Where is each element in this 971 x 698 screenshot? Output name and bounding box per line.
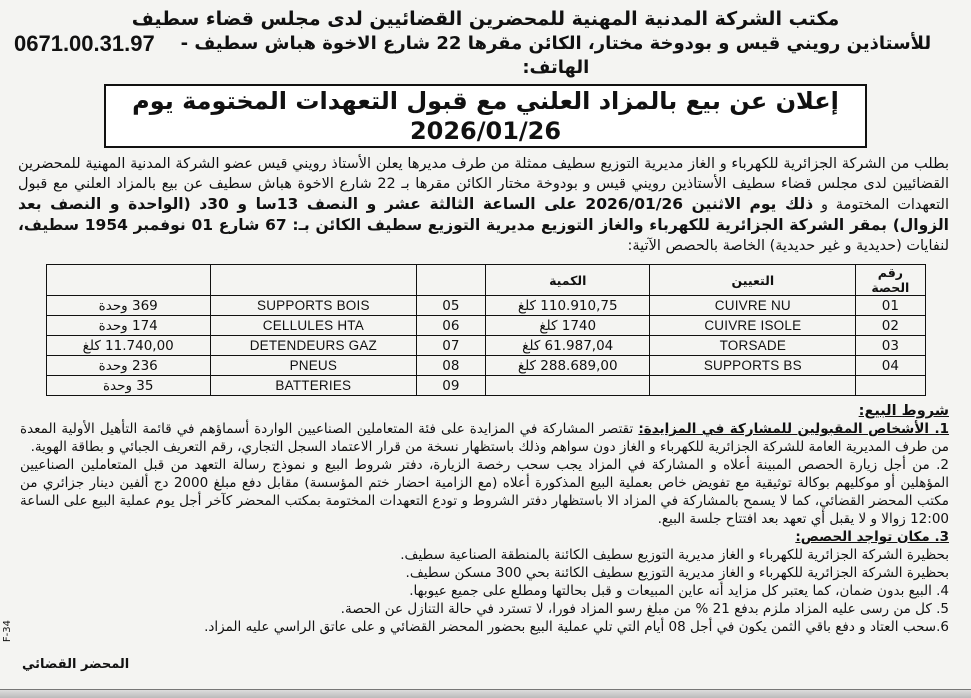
office-phone: 0671.00.31.97 bbox=[14, 31, 155, 56]
lot-designation: PNEUS bbox=[210, 356, 416, 376]
lot-quantity: 369 وحدة bbox=[46, 296, 210, 316]
bailiff-signature: المحضر القضائي bbox=[22, 657, 130, 672]
lot-designation: DETENDEURS GAZ bbox=[210, 336, 416, 356]
col-designation: التعيين bbox=[650, 265, 856, 296]
office-title: مكتب الشركة المدنية المهنية للمحضرين القضائيين لدى مجلس قضاء سطيف bbox=[131, 8, 840, 30]
lot-quantity: 61.987,04 كلغ bbox=[486, 336, 650, 356]
lot-number: 07 bbox=[416, 336, 485, 356]
col-quantity-2 bbox=[46, 265, 210, 296]
table-row bbox=[46, 316, 925, 336]
intro-text-2: لنفايات (حديدية و غير حديدية) الخاصة بالحصص الآتية: bbox=[627, 238, 949, 254]
lot-quantity bbox=[486, 376, 650, 396]
lot-quantity: 236 وحدة bbox=[46, 356, 210, 376]
condition-3b: بحظيرة الشركة الجزائرية للكهرباء و الغاز مديرية التوزيع سطيف الكائنة بحي 300 مسكن سطيف. bbox=[405, 565, 949, 581]
condition-3-title: 3. مكان تواجد الحصص: bbox=[795, 529, 949, 545]
intro-paragraph bbox=[18, 154, 949, 256]
lot-number: 05 bbox=[416, 296, 485, 316]
lot-number bbox=[856, 376, 925, 396]
lot-designation: CELLULES HTA bbox=[210, 316, 416, 336]
conditions-title: شروط البيع: bbox=[858, 403, 949, 419]
lot-designation: SUPPORTS BOIS bbox=[210, 296, 416, 316]
table-row bbox=[46, 356, 925, 376]
table-row bbox=[46, 376, 925, 396]
col-quantity: الكمية bbox=[486, 265, 650, 296]
lot-designation bbox=[650, 376, 856, 396]
lot-designation: SUPPORTS BS bbox=[650, 356, 856, 376]
lot-number: 01 bbox=[856, 296, 925, 316]
lot-designation: TORSADE bbox=[650, 336, 856, 356]
lot-number: 02 bbox=[856, 316, 925, 336]
lot-number: 04 bbox=[856, 356, 925, 376]
condition-1 bbox=[20, 420, 949, 456]
side-code: F-34 bbox=[2, 620, 13, 643]
announcement-page bbox=[8, 6, 963, 686]
sale-conditions bbox=[20, 402, 949, 636]
lot-number: 09 bbox=[416, 376, 485, 396]
col-designation-2 bbox=[210, 265, 416, 296]
lot-quantity: 174 وحدة bbox=[46, 316, 210, 336]
condition-3a: بحظيرة الشركة الجزائرية للكهرباء و الغاز مديرية التوزيع سطيف الكائنة بالمنطقة الصناعية سطيف. bbox=[400, 547, 949, 563]
lots-table bbox=[46, 264, 926, 396]
intro-date-location: ذلك يوم الاثنين 2026/01/26 على الساعة الثالثة عشر و النصف 13سا و 30د (الواحدة و النصف بعد الزوال) بمقر الشركة الجزائرية للكهرباء والغاز التوزيع مديرية التوزيع سطيف الكائن بـ: 67 شارع 01 نوفمبر 1954 سطيف، bbox=[18, 195, 949, 234]
lot-designation: BATTERIES bbox=[210, 376, 416, 396]
auction-banner: إعلان عن بيع بالمزاد العلني مع قبول التعهدات المختومة يوم 2026/01/26 bbox=[104, 84, 867, 148]
lot-quantity: 11.740,00 كلغ bbox=[46, 336, 210, 356]
condition-5: 5. كل من رسى عليه المزاد ملزم بدفع 21 % من مبلغ رسو المزاد فورا، لا تسترد في حالة التنازل عن الحصة. bbox=[340, 601, 949, 617]
col-lot-number-2 bbox=[416, 265, 485, 296]
condition-4: 4. البيع بدون ضمان، كما يعتبر كل مزايد أنه عاين المبيعات و قبل بحالتها ومطلع على جميع عيوبها. bbox=[409, 583, 949, 599]
table-row bbox=[46, 296, 925, 316]
lot-quantity: 288.689,00 كلغ bbox=[486, 356, 650, 376]
lot-number: 08 bbox=[416, 356, 485, 376]
lot-quantity: 1740 كلغ bbox=[486, 316, 650, 336]
intro-text-1: بطلب من الشركة الجزائرية للكهرباء و الغاز مديرية التوزيع سطيف ممثلة من طرف مديرها يعلن الأستاذ رويني قيس عضو الشركة المدنية المهنية للمحضرين القضائيين لدى مجلس قضاء سطيف الأستاذين رويني قيس و بودوخة مختار الكائن مقرها بـ 22 شارع الاخوة هباش سطيف عن بيع بالمزاد العلني مع قبول التعهدات المختومة و bbox=[18, 156, 950, 213]
lot-number: 06 bbox=[416, 316, 485, 336]
office-address: للأستاذين رويني قيس و بودوخة مختار، الكائن مقرها 22 شارع الاخوة هباش سطيف - الهاتف: bbox=[180, 33, 932, 78]
lot-designation: CUIVRE NU bbox=[650, 296, 856, 316]
lot-number: 03 bbox=[856, 336, 925, 356]
table-header-row bbox=[46, 265, 925, 296]
col-lot-number: رقم الحصة bbox=[856, 265, 925, 296]
condition-1-text: تقتصر المشاركة في المزايدة على فئة المتعاملين الصناعيين الواردة أسماؤهم في قائمة التأهيل الأولية المعدة من طرف المديرية العامة للشركة الجزائرية للكهرباء و الغاز دون سواهم وذلك باستظهار نسخة من قرار الاعتماد السجل التجاري، رقم التعريف الجبائي و بطاقة الهوية. bbox=[20, 421, 949, 455]
condition-6: 6.سحب العتاد و دفع باقي الثمن يكون في أجل 08 أيام التي تلي عملية البيع بحضور المحضر القضائي و على عاتق الراسي عليه المزاد. bbox=[204, 619, 949, 635]
table-row bbox=[46, 336, 925, 356]
condition-2: 2. من أجل زيارة الحصص المبينة أعلاه و المشاركة في المزاد يجب سحب رخصة الزيارة، دفتر شروط البيع و نموذج رسالة التعهد من قبل المتعاملين الصناعيين المؤهلين أو موكليهم بوكالة توثيقية مع تفويض خاص بعملية البيع المذكورة أعلاه (مع الزامية احضار ختم المؤسسة) مقابل دفع مبلغ 2000 دج ألفين دينار جزائري من مكتب المحضر القضائي، كما لا يسمح بالمشاركة في المزاد الا باستظهار دفتر الشروط و تودع التعهدات المختومة بمكتب المحضر كآخر أجل يوم عملية البيع على الساعة 12:00 زوالا و لا يقبل أي تعهد بعد افتتاح جلسة البيع. bbox=[20, 457, 949, 527]
bottom-border bbox=[0, 689, 971, 698]
lot-quantity: 110.910,75 كلغ bbox=[486, 296, 650, 316]
condition-3-heading bbox=[20, 528, 949, 546]
office-address-line bbox=[8, 32, 963, 80]
lot-designation: CUIVRE ISOLE bbox=[650, 316, 856, 336]
lot-quantity: 35 وحدة bbox=[46, 376, 210, 396]
condition-1-heading: 1. الأشخاص المقبولين للمشاركة في المزايدة: bbox=[638, 421, 950, 437]
